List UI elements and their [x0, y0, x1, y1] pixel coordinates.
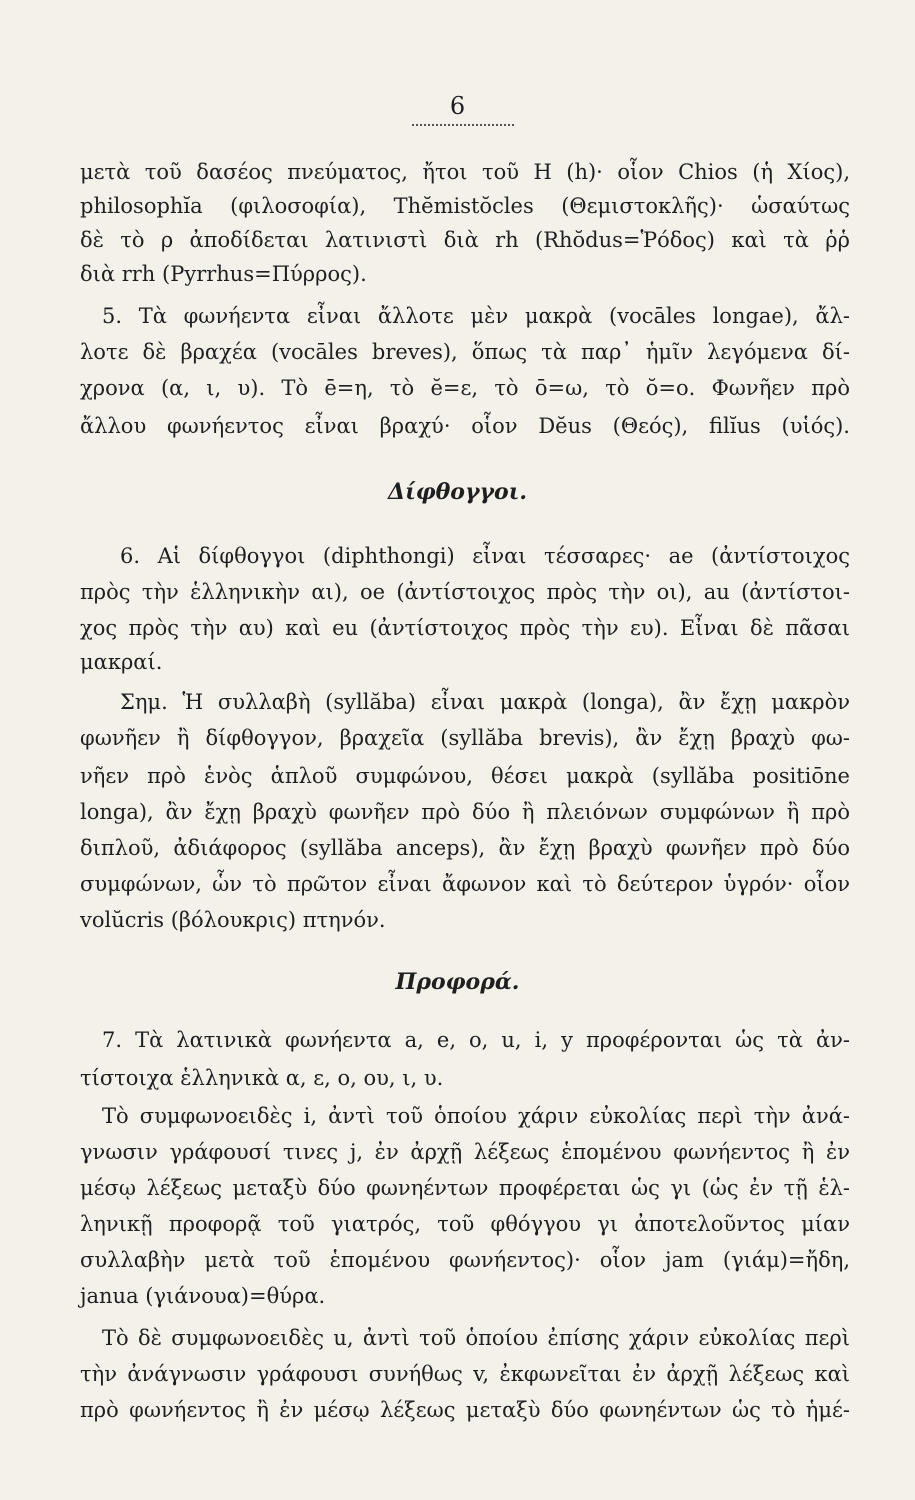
text-line: longa), ἂν ἔχῃ βραχὺ φωνῆεν πρὸ δύο ἢ πλειόνων συμφώνων ἢ πρὸ	[80, 800, 850, 824]
text-line: Τὸ δὲ συμφωνοειδὲς u, ἀντὶ τοῦ ὁποίου ἐπίσης χάριν εὐκολίας περὶ	[102, 1326, 850, 1350]
text-line: philosophĭa (φιλοσοφία), Thĕmistŏcles (Θεμιστοκλῆς)· ὡσαύτως	[80, 194, 850, 218]
section-heading-pronunciation: Προφορά.	[395, 969, 520, 995]
text-line: 5. Τὰ φωνήεντα εἶναι ἄλλοτε μὲν μακρὰ (vocāles longae), ἄλ-	[102, 304, 850, 328]
text-line: πρὸ φωνήεντος ἢ ἐν μέσῳ λέξεως μεταξὺ δύο φωνηέντων ὡς τὸ ἡμέ-	[80, 1398, 850, 1422]
text-line: 6. Αἱ δίφθογγοι (diphthongi) εἶναι τέσσαρες· ae (ἀντίστοιχος	[120, 544, 850, 568]
text-line: τὴν ἀνάγνωσιν γράφουσι συνήθως v, ἐκφωνεῖται ἐν ἀρχῇ λέξεως καὶ	[80, 1362, 850, 1386]
page-number-rule	[412, 124, 514, 126]
text-line: δὲ τὸ ρ ἀποδίδεται λατινιστὶ διὰ rh (Rhŏdus=Ῥόδος) καὶ τὰ ῥῥ	[80, 228, 850, 252]
text-line: μέσῳ λέξεως μεταξὺ δύο φωνηέντων προφέρεται ὡς γι (ὡς ἐν τῇ ἑλ-	[80, 1176, 850, 1200]
text-line: τίστοιχα ἑλληνικὰ α, ε, ο, ου, ι, υ.	[80, 1066, 444, 1090]
text-line: μακραί.	[80, 650, 163, 674]
text-line: Σημ. Ἡ συλλαβὴ (syllăba) εἶναι μακρὰ (longa), ἂν ἔχῃ μακρὸν	[120, 690, 850, 714]
text-line: χρονα (α, ι, υ). Τὸ ē=η, τὸ ĕ=ε, τὸ ō=ω, τὸ ŏ=ο. Φωνῆεν πρὸ	[80, 376, 850, 400]
text-line: νῆεν πρὸ ἑνὸς ἁπλοῦ συμφώνου, θέσει μακρὰ (syllăba positiōne	[80, 764, 850, 788]
text-line: γνωσιν γράφουσί τινες j, ἐν ἀρχῇ λέξεως ἑπομένου φωνήεντος ἢ ἐν	[80, 1140, 850, 1164]
text-line: janua (γιάνουα)=θύρα.	[80, 1284, 326, 1308]
text-line: λοτε δὲ βραχέα (vocāles breves), ὅπως τὰ παρ᾽ ἡμῖν λεγόμενα δί-	[80, 340, 850, 364]
text-line: μετὰ τοῦ δασέος πνεύματος, ἤτοι τοῦ Η (h)· οἷον Chios (ἡ Χίος),	[80, 160, 850, 184]
text-line: διὰ rrh (Pyrrhus=Πύρρος).	[80, 262, 367, 286]
text-line: συμφώνων, ὧν τὸ πρῶτον εἶναι ἄφωνον καὶ τὸ δεύτερον ὑγρόν· οἷον	[80, 872, 850, 896]
page-number: 6	[449, 92, 466, 120]
section-heading-diphthongs: Δίφθογγοι.	[388, 479, 527, 505]
text-line: ἄλλου φωνήεντος εἶναι βραχύ· οἷον Dĕus (Θεός), filĭus (υἱός).	[80, 414, 850, 438]
text-line: volŭcris (βόλουκρις) πτηνόν.	[80, 908, 386, 932]
text-line: ληνικῇ προφορᾷ τοῦ γιατρός, τοῦ φθόγγου γι ἀποτελοῦντος μίαν	[80, 1212, 850, 1236]
text-line: 7. Τὰ λατινικὰ φωνήεντα a, e, o, u, i, y προφέρονται ὡς τὰ ἀν-	[102, 1028, 850, 1052]
text-line: Τὸ συμφωνοειδὲς i, ἀντὶ τοῦ ὁποίου χάριν εὐκολίας περὶ τὴν ἀνά-	[102, 1104, 850, 1128]
text-line: διπλοῦ, ἀδιάφορος (syllăba anceps), ἂν ἔχῃ βραχὺ φωνῆεν πρὸ δύο	[80, 836, 850, 860]
text-line: φωνῆεν ἢ δίφθογγον, βραχεῖα (syllăba brevis), ἂν ἔχῃ βραχὺ φω-	[80, 726, 850, 750]
text-line: χος πρὸς τὴν αυ) καὶ eu (ἀντίστοιχος πρὸς τὴν ευ). Εἶναι δὲ πᾶσαι	[80, 616, 850, 640]
text-line: πρὸς τὴν ἑλληνικὴν αι), oe (ἀντίστοιχος πρὸς τὴν οι), au (ἀντίστοι-	[80, 580, 850, 604]
text-line: συλλαβὴν μετὰ τοῦ ἑπομένου φωνήεντος)· οἷον jam (γιάμ)=ἤδη,	[80, 1248, 850, 1272]
